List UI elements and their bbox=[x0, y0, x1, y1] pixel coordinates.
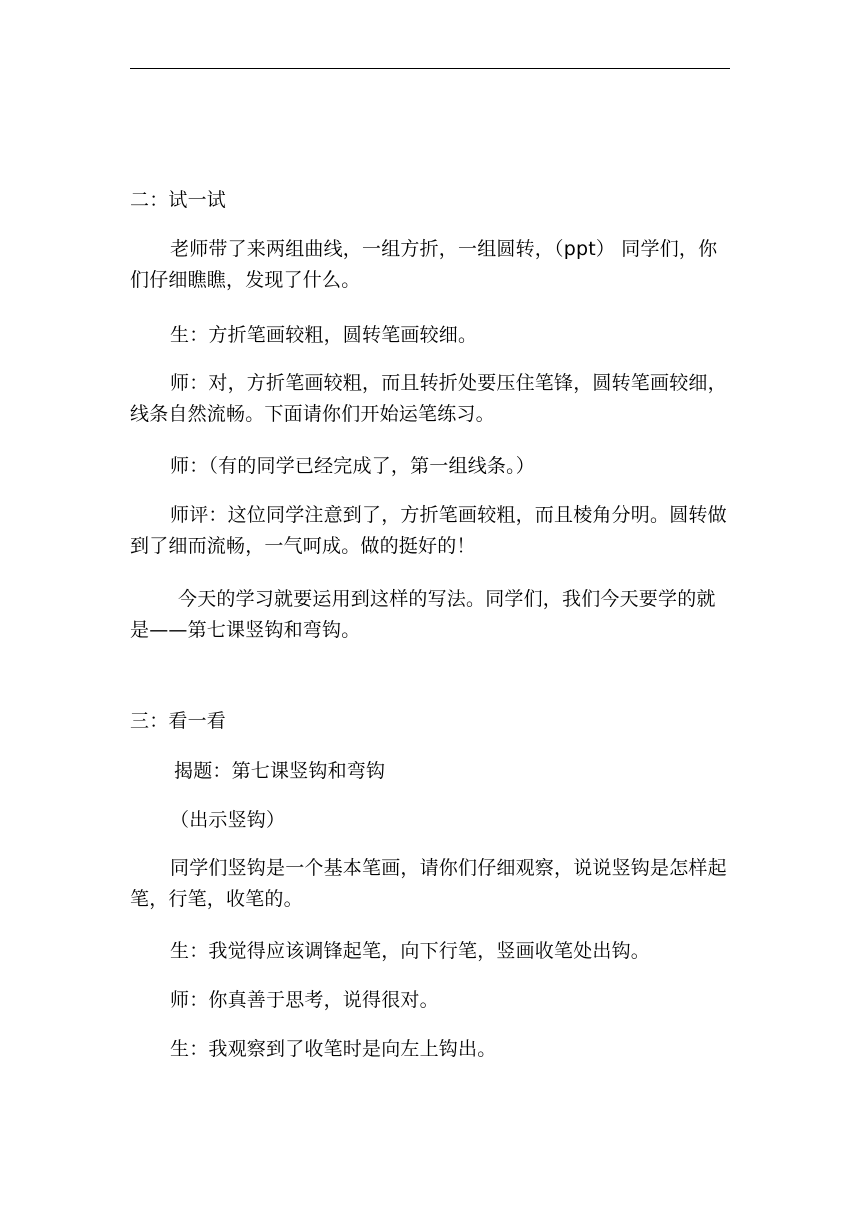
paragraph: 生：方折笔画较粗，圆转笔画较细。 bbox=[170, 324, 478, 346]
paragraph: 今天的学习就要运用到这样的写法。同学们，我们今天要学的就是——第七课竖钩和弯钩。 bbox=[130, 588, 716, 641]
paragraph: 同学们竖钩是一个基本笔画，请你们仔细观察，说说竖钩是怎样起笔，行笔，收笔的。 bbox=[130, 857, 727, 910]
paragraph: 师：对，方折笔画较粗，而且转折处要压住笔锋，圆转笔画较细，线条自然流畅。下面请你们开始运笔练习。 bbox=[130, 372, 727, 425]
section-heading-2: 二：试一试 bbox=[130, 189, 227, 211]
header-rule bbox=[130, 68, 730, 69]
paragraph: 生：我观察到了收笔时是向左上钩出。 bbox=[170, 1038, 497, 1060]
paragraph: 老师带了来两组曲线，一组方折，一组圆转，（ppt） 同学们，你们仔细瞧瞧，发现了什么。 bbox=[130, 238, 718, 291]
section-heading-3: 三：看一看 bbox=[130, 710, 227, 732]
paragraph: 生：我觉得应该调锋起笔，向下行笔，竖画收笔处出钩。 bbox=[170, 940, 651, 962]
paragraph: 师评：这位同学注意到了，方折笔画较粗，而且棱角分明。圆转做到了细而流畅，一气呵成。做的挺好的！ bbox=[130, 504, 727, 557]
paragraph: 师：你真善于思考，说得很对。 bbox=[170, 989, 439, 1011]
paragraph: （出示竖钩） bbox=[170, 809, 286, 831]
paragraph: 师：（有的同学已经完成了，第一组线条。） bbox=[170, 455, 536, 477]
paragraph: 揭题：第七课竖钩和弯钩 bbox=[174, 760, 386, 782]
